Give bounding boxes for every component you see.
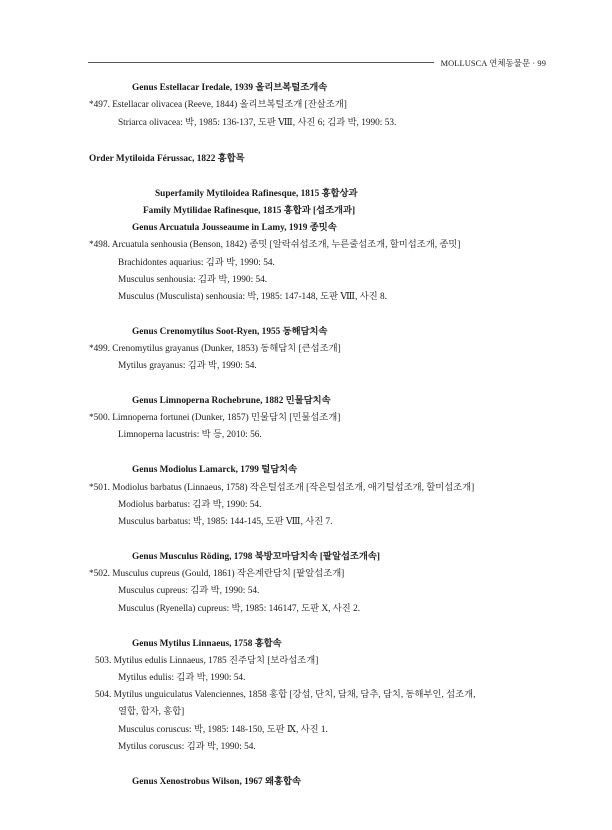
species-entry-504: 504. Mytilus unguiculatus Valenciennes, 1858 홍합 [강섭, 단치, 담채, 담추, 담치, 동해부인, 섭조개, (95, 690, 476, 700)
species-entry-504-continuation: 열합, 합자, 홍합] (118, 707, 185, 717)
species-entry-503: 503. Mytilus edulis Linnaeus, 1785 진주담치 [보라섭조개] (95, 656, 319, 666)
synonym-line: Musculus cupreus: 김과 박, 1990: 54. (118, 586, 260, 596)
genus-heading-arcuatula: Genus Arcuatula Jousseaume in Lamy, 1919 종밋속 (132, 223, 337, 233)
genus-heading-mytilus: Genus Mytilus Linnaeus, 1758 홍합속 (132, 639, 282, 649)
synonym-line: Musculus (Musculista) senhousia: 박, 1985: 147-148, 도판 Ⅷ, 사진 8. (118, 292, 387, 302)
genus-heading-crenomytilus: Genus Crenomytilus Soot-Ryen, 1955 동해담치속 (132, 327, 328, 337)
synonym-line: Brachidontes aquarius: 김과 박, 1990: 54. (118, 258, 275, 268)
synonym-line: Modiolus barbatus: 김과 박, 1990: 54. (118, 500, 262, 510)
order-heading-mytiloida: Order Mytiloida Férussac, 1822 홍합목 (89, 154, 245, 164)
species-entry-500: *500. Limnoperna fortunei (Dunker, 1857) 민물담치 [민물섭조개] (89, 413, 341, 423)
synonym-line: Musculus senhousia: 김과 박, 1990: 54. (118, 275, 268, 285)
genus-heading-xenostrobus: Genus Xenostrobus Wilson, 1967 왜홍합속 (132, 777, 301, 787)
species-entry-497: *497. Estellacar olivacea (Reeve, 1844) 올리브복털조개 [잔살조개] (89, 100, 347, 110)
synonym-line: Mytilus grayanus: 김과 박, 1990: 54. (118, 361, 257, 371)
synonym-line: Musculus (Ryenella) cupreus: 박, 1985: 146147, 도판 X, 사진 2. (118, 604, 361, 614)
genus-heading-limnoperna: Genus Limnoperna Rochebrune, 1882 민물담치속 (132, 396, 331, 406)
header-rule (88, 62, 434, 63)
header-title: MOLLUSCA 연체동물문 · 99 (440, 59, 546, 68)
species-entry-499: *499. Crenomytilus grayanus (Dunker, 1853) 동해담치 [큰섭조개] (89, 344, 341, 354)
species-entry-501: *501. Modiolus barbatus (Linnaeus, 1758) 작은털섭조개 [작은털섭조개, 애기털섭조개, 할미섭조개] (89, 483, 475, 493)
genus-heading-modiolus: Genus Modiolus Lamarck, 1799 털담치속 (132, 465, 298, 475)
family-heading-mytilidae: Family Mytilidae Rafinesque, 1815 홍합과 [섭조개과] (143, 206, 356, 216)
synonym-line: Limnoperna lacustris: 박 등, 2010: 56. (118, 430, 262, 440)
species-entry-502: *502. Musculus cupreus (Gould, 1861) 작은계란담치 [팥알섭조개] (89, 569, 345, 579)
synonym-line: Musculus barbatus: 박, 1985: 144-145, 도판 Ⅷ, 사진 7. (118, 517, 333, 527)
synonym-line: Mytilus coruscus: 김과 박, 1990: 54. (118, 742, 256, 752)
genus-heading-estellacar: Genus Estellacar Iredale, 1939 올리브복털조개속 (132, 83, 328, 93)
genus-heading-musculus: Genus Musculus Röding, 1798 북방꼬마담치속 [팥알섭조개속] (132, 552, 380, 562)
synonym-line: Mytilus edulis: 김과 박, 1990: 54. (118, 673, 246, 683)
synonym-line: Musculus coruscus: 박, 1985: 148-150, 도판 Ⅸ, 사진 1. (118, 725, 328, 735)
running-header (88, 57, 546, 67)
superfamily-heading-mytiloidea: Superfamily Mytiloidea Rafinesque, 1815 홍합상과 (155, 189, 358, 199)
synonym-line: Striarca olivacea: 박, 1985: 136-137, 도판 Ⅷ, 사진 6; 김과 박, 1990: 53. (118, 118, 397, 128)
species-entry-498: *498. Arcuatula senhousia (Benson, 1842) 종밋 [알락쉬섭조개, 누른줄섭조개, 할미섭조개, 종밋] (89, 240, 461, 250)
